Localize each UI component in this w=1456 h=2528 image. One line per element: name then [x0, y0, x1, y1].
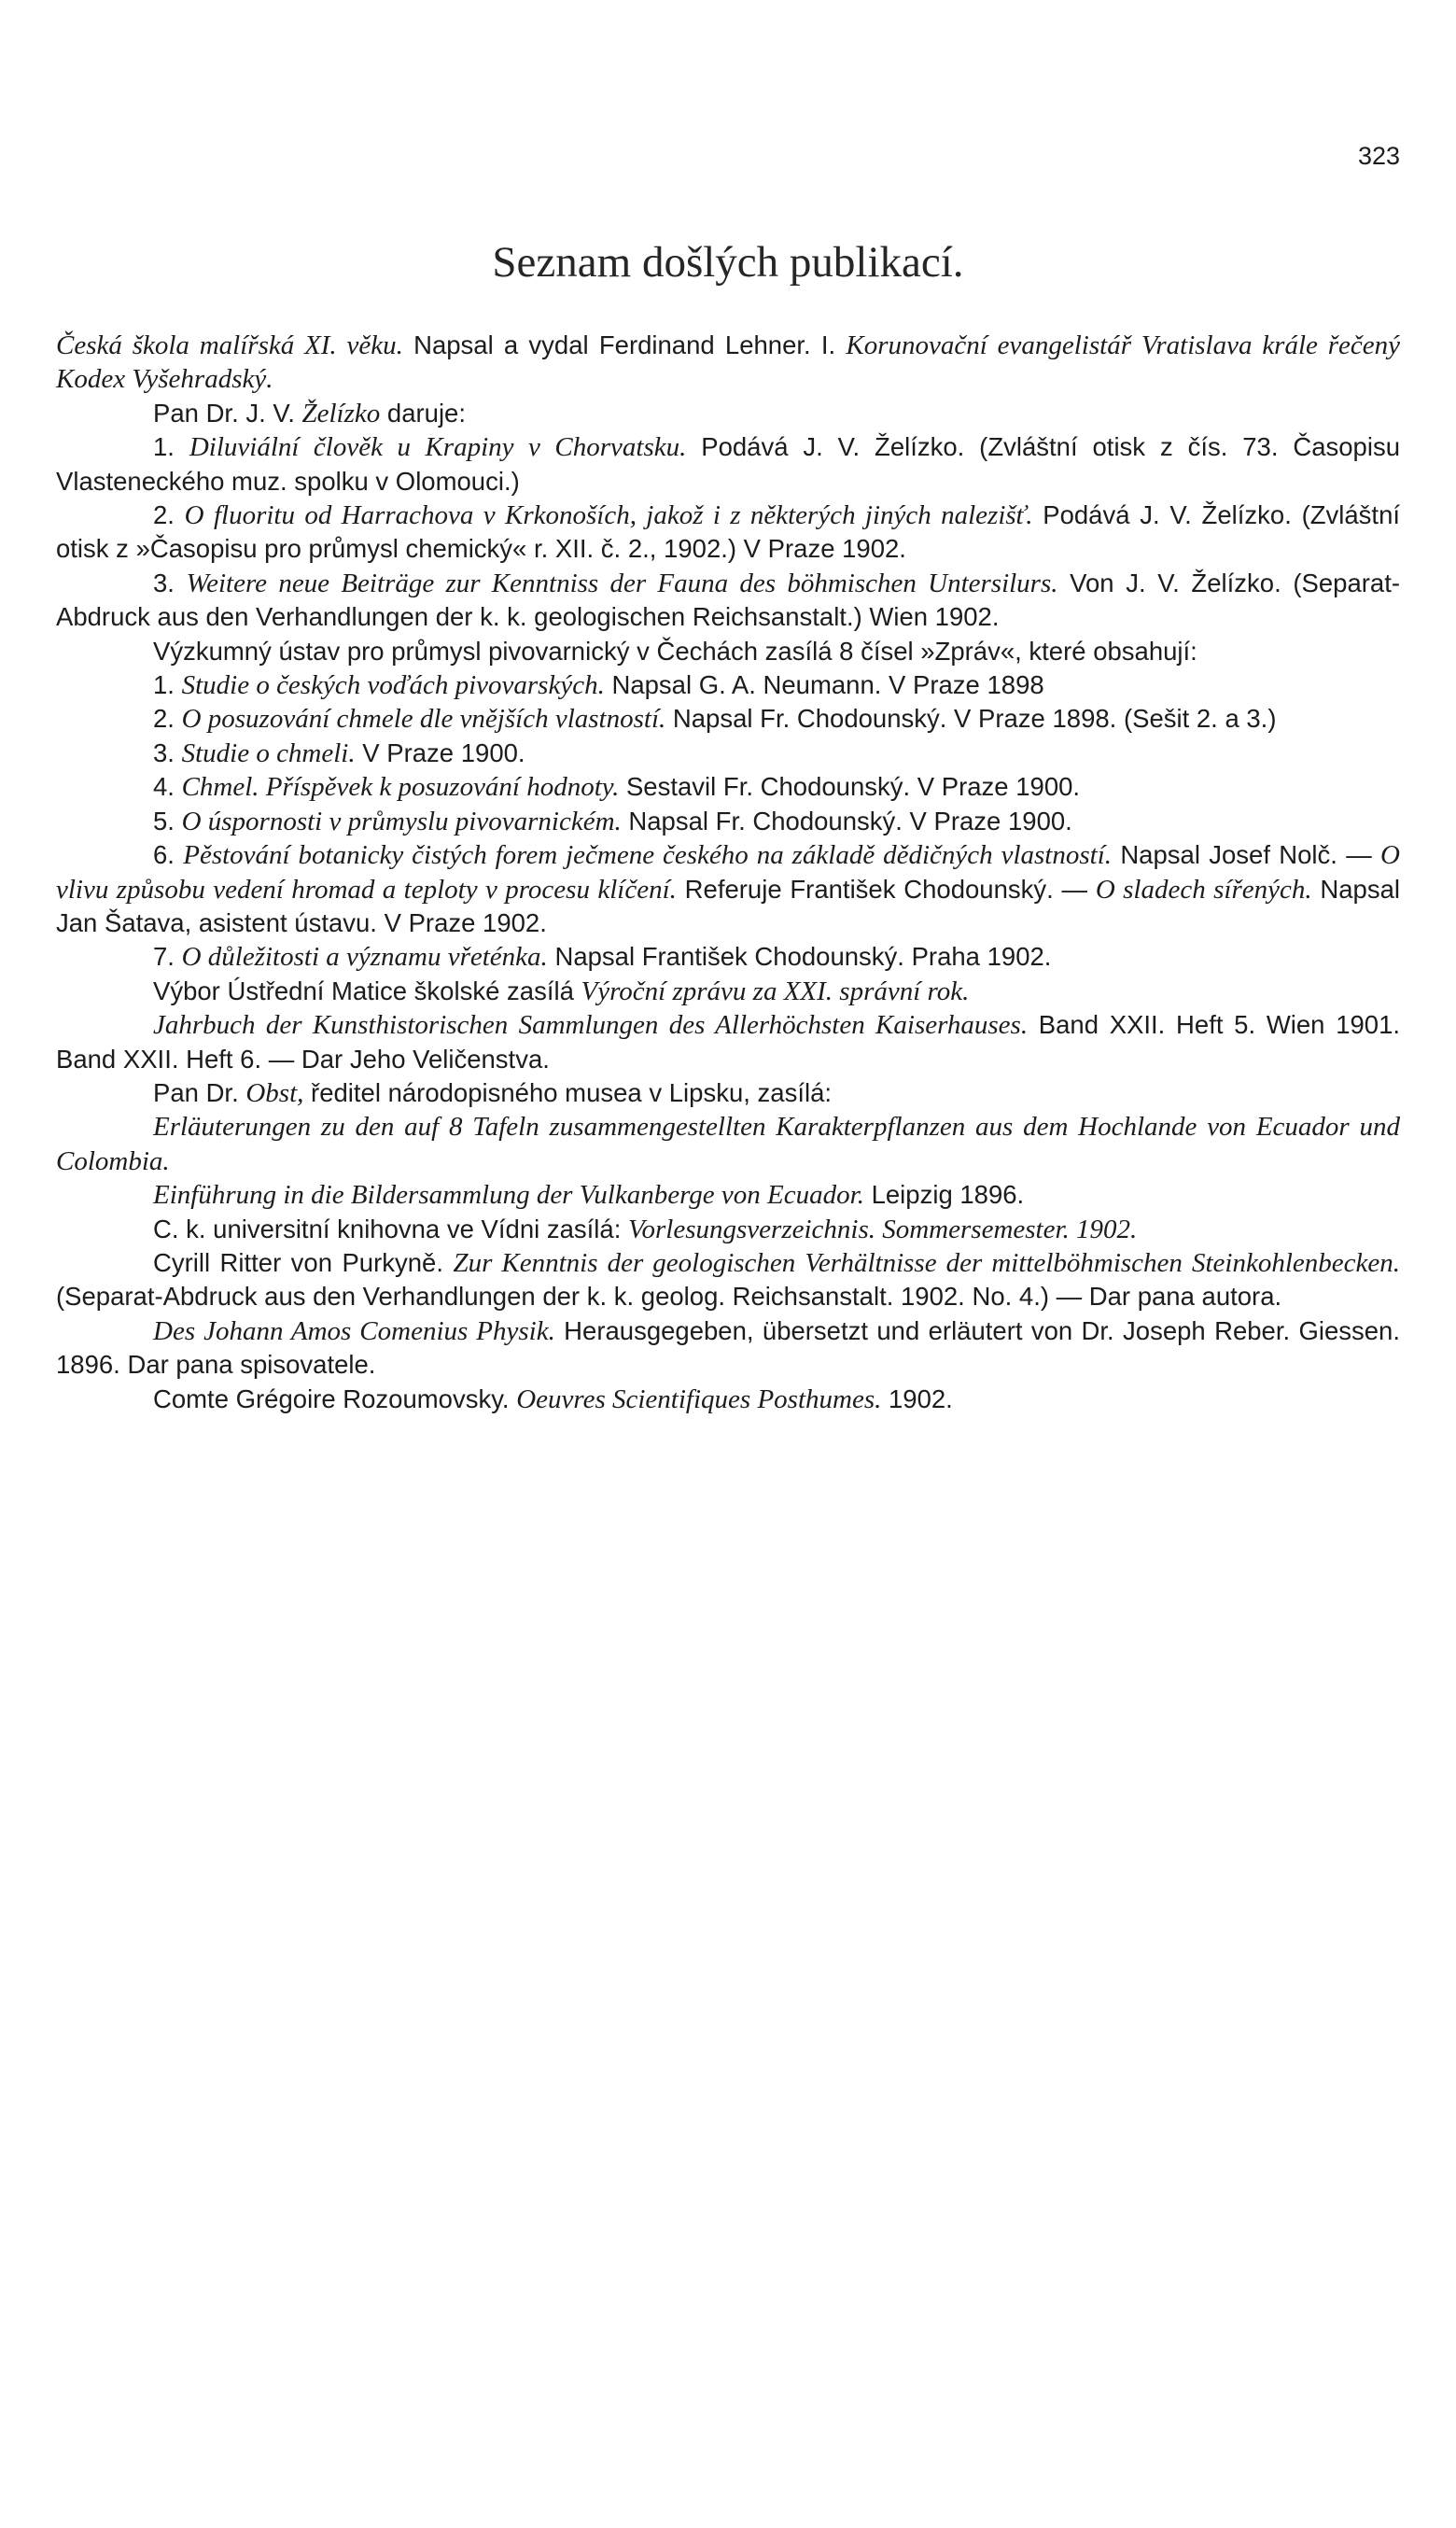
italic-title-text: Einführung in die Bildersammlung der Vulkanberge von Ecuador.	[153, 1180, 864, 1211]
entry-text: Herausgegeben, übersetzt und erläutert von Dr. Joseph Reber. Giessen. 1896. Dar pana spisovatele.	[56, 1315, 1400, 1380]
publication-entry	[56, 329, 1400, 397]
italic-title-text: Erläuterungen zu den auf 8 Tafeln zusammengestellten Karakterpflanzen aus dem Hochlande von Ecuador und Colombia.	[56, 1112, 1400, 1176]
italic-title-text: Česká škola malířská XI. věku.	[56, 330, 403, 360]
italic-title-text: Obst,	[245, 1077, 304, 1108]
entry-text: 2.	[153, 704, 182, 734]
entry-text: ředitel národopisného musea v Lipsku, zasílá:	[303, 1077, 833, 1107]
entry-text: Comte Grégoire Rozoumovsky.	[153, 1383, 517, 1413]
entry-text: 1.	[153, 432, 189, 462]
entry-text: Sestavil Fr. Chodounský. V Praze 1900.	[619, 772, 1081, 802]
entry-text: Pan Dr.	[153, 1077, 246, 1107]
italic-title-text: Korunovační evangelistář Vratislava krále řečený Kodex Vyšehradský.	[56, 330, 1400, 395]
italic-title-text: Diluviální člověk u Krapiny v Chorvatsku.	[189, 432, 687, 463]
publication-entry	[56, 668, 1400, 702]
publication-entry	[56, 770, 1400, 804]
entry-text: Band XXII. Heft 5. Wien 1901. Band XXII. Heft 6. — Dar Jeho Veličenstva.	[56, 1010, 1401, 1074]
italic-title-text: Studie o chmeli.	[181, 737, 356, 768]
italic-title-text: O důležitosti a významu vřeténka.	[181, 942, 548, 973]
publication-entry	[56, 975, 1400, 1008]
publication-entry	[56, 567, 1400, 635]
entry-text: 2.	[153, 500, 185, 530]
entry-text: Napsal František Chodounský. Praha 1902.	[547, 942, 1052, 972]
publication-entry	[56, 805, 1400, 838]
entry-text: 4.	[153, 772, 182, 802]
entry-text: Napsal Fr. Chodounský. V Praze 1900.	[621, 806, 1072, 836]
publication-entry	[56, 1178, 1400, 1212]
page-title: Seznam došlých publikací.	[492, 238, 964, 287]
italic-title-text: Želízko	[301, 398, 381, 428]
entry-text: 1.	[153, 670, 182, 700]
entry-text: V Praze 1900.	[355, 737, 525, 767]
publication-entry	[56, 737, 1400, 770]
entry-text: Podává J. V. Želízko. (Zvláštní otisk z »Časopisu pro průmysl chemický« r. XII. č. 2., 1902.) V Praze 1902.	[56, 500, 1401, 564]
entry-text: Napsal Fr. Chodounský. V Praze 1898. (Sešit 2. a 3.)	[665, 704, 1277, 734]
publication-entry	[56, 1314, 1400, 1383]
publication-entry	[56, 838, 1400, 940]
publication-entry	[56, 397, 1400, 430]
publication-entry	[56, 940, 1400, 974]
publication-entry	[56, 1076, 1400, 1110]
entry-text: 6.	[153, 840, 184, 870]
entry-text: Podává J. V. Želízko. (Zvláštní otisk z čís. 73. Časopisu Vlasteneckého muz. spolku v Olomouci.)	[56, 432, 1401, 496]
publication-entry	[56, 1246, 1400, 1314]
italic-title-text: Des Johann Amos Comenius Physik.	[153, 1315, 555, 1346]
publication-list	[56, 329, 1400, 1416]
entry-text: Pan Dr. J. V.	[153, 398, 302, 428]
entry-text: Referuje František Chodounský. —	[676, 874, 1096, 904]
publication-entry	[56, 1110, 1400, 1178]
entry-text: Von J. V. Želízko. (Separat-Abdruck aus den Verhandlungen der k. k. geologischen Reichsanstalt.) Wien 1902.	[56, 568, 1401, 632]
entry-text: Cyrill Ritter von Purkyně.	[153, 1247, 454, 1277]
entry-text: 7.	[153, 942, 182, 972]
italic-title-text: Pěstování botanicky čistých forem ječmene českého na základě dědičných vlastností.	[183, 840, 1113, 871]
entry-text: 5.	[153, 806, 182, 836]
entry-text: 3.	[153, 568, 187, 597]
entry-text: 3.	[153, 737, 182, 767]
italic-title-text: Oeuvres Scientifiques Posthumes.	[516, 1383, 882, 1414]
entry-text: 1902.	[881, 1383, 953, 1413]
entry-text: Výzkumný ústav pro průmysl pivovarnický v Čechách zasílá 8 čísel »Zpráv«, které obsahují:	[153, 636, 1197, 666]
italic-title-text: Vorlesungsverzeichnis. Sommersemester. 1902.	[628, 1214, 1138, 1244]
italic-title-text: O posuzování chmele dle vnějších vlastností.	[181, 704, 666, 735]
entry-text: Napsal Josef Nolč. —	[1112, 840, 1381, 870]
publication-entry	[56, 635, 1400, 668]
italic-title-text: Chmel. Příspěvek k posuzování hodnoty.	[181, 772, 620, 803]
entry-text: daruje:	[380, 398, 466, 428]
publication-entry	[56, 702, 1400, 736]
entry-text: C. k. universitní knihovna ve Vídni zasílá:	[153, 1214, 628, 1243]
italic-title-text: Studie o českých voďách pivovarských.	[181, 670, 605, 701]
entry-text: Napsal a vydal Ferdinand Lehner. I.	[402, 330, 847, 359]
entry-text: Napsal Jan Šatava, asistent ústavu. V Praze 1902.	[56, 874, 1400, 937]
italic-title-text: Weitere neue Beiträge zur Kenntniss der Fauna des böhmischen Untersilurs.	[186, 568, 1058, 598]
entry-text: (Separat-Abdruck aus den Verhandlungen der k. k. geolog. Reichsanstalt. 1902. No. 4.) — Dar pana autora.	[56, 1282, 1282, 1312]
page-number: 323	[1357, 142, 1400, 170]
entry-text: Leipzig 1896.	[863, 1180, 1025, 1210]
italic-title-text: O sladech sířených.	[1095, 874, 1312, 905]
publication-entry	[56, 499, 1400, 567]
italic-title-text: O vlivu způsobu vedení hromad a teploty v procesu klíčení.	[56, 840, 1400, 905]
italic-title-text: Výroční zprávu za XXI. správní rok.	[581, 976, 970, 1006]
italic-title-text: O fluoritu od Harrachova v Krkonoších, jakož i z některých jiných nalezišť.	[184, 500, 1033, 531]
italic-title-text: Zur Kenntnis der geologischen Verhältnisse der mittelböhmischen Steinkohlenbecken.	[453, 1247, 1400, 1278]
publication-entry	[56, 430, 1400, 499]
publication-entry	[56, 1008, 1400, 1076]
italic-title-text: O úspornosti v průmyslu pivovarnickém.	[181, 806, 622, 836]
italic-title-text: Jahrbuch der Kunsthistorischen Sammlungen des Allerhöchsten Kaiserhauses.	[153, 1010, 1029, 1041]
publication-entry	[56, 1383, 1400, 1416]
entry-text: Výbor Ústřední Matice školské zasílá	[153, 976, 581, 1005]
entry-text: Napsal G. A. Neumann. V Praze 1898	[604, 670, 1044, 700]
publication-entry	[56, 1213, 1400, 1246]
